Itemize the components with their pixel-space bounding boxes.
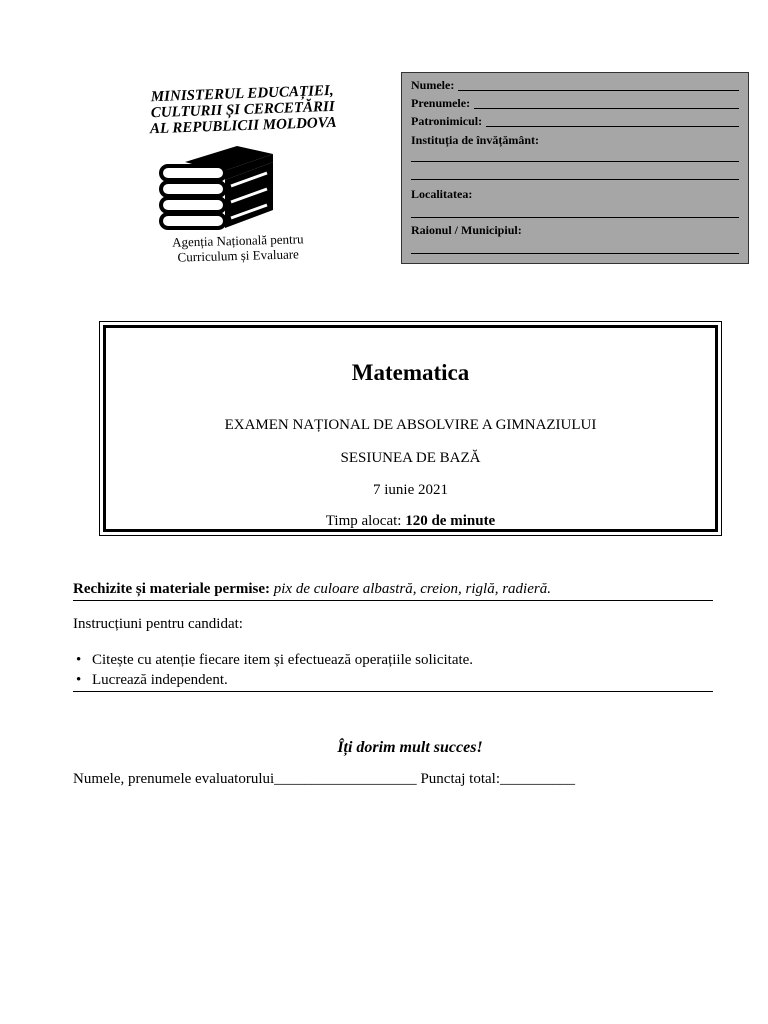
firstname-field[interactable] — [411, 96, 739, 111]
list-item — [73, 650, 713, 670]
exam-title-inner — [103, 325, 718, 532]
exam-date: 7 iunie 2021 — [373, 482, 448, 498]
locality-line[interactable] — [411, 217, 739, 218]
exam-time-label: Timp alocat: — [325, 513, 402, 529]
firstname-label: Prenumele: — [411, 96, 471, 110]
exam-title-box — [99, 321, 722, 536]
exam-time — [106, 513, 715, 530]
list-item — [73, 670, 713, 690]
institution-line-1[interactable] — [411, 161, 739, 162]
name-label: Numele: — [411, 78, 455, 92]
stacked-books-logo-icon — [155, 140, 285, 232]
candidate-info-box — [401, 72, 749, 264]
district-field — [411, 223, 739, 238]
instructions-title: Instrucțiuni pentru candidat: — [73, 616, 243, 632]
evaluator-line — [73, 771, 713, 788]
success-wish: Îți dorim mult succes! — [337, 739, 483, 756]
name-line[interactable] — [458, 89, 739, 91]
district-label: Raionul / Municipiul: — [411, 223, 522, 237]
exam-title: EXAMEN NAȚIONAL DE ABSOLVIRE A GIMNAZIULUI — [224, 417, 597, 433]
institution-line-2[interactable] — [411, 179, 739, 180]
instructions-list — [73, 650, 713, 692]
firstname-line[interactable] — [474, 107, 739, 109]
ministry-line-3: AL REPUBLICII MOLDOVA — [149, 114, 337, 138]
bullet-icon: • — [76, 652, 82, 668]
ministry-line-2: CULTURII ȘI CERCETĂRII — [150, 98, 335, 122]
instruction-text: Lucrează independent. — [92, 672, 228, 688]
exam-time-value: 120 de minute — [405, 513, 496, 529]
patronymic-label: Patronimicul: — [411, 114, 483, 128]
score-label: Punctaj total:__________ — [420, 771, 576, 787]
agency-line-1: Agenția Națională pentru — [171, 231, 304, 250]
evaluator-label: Numele, prenumele evaluatorului___________________ — [73, 771, 417, 787]
ministry-name — [128, 82, 358, 138]
permitted-materials — [73, 581, 713, 601]
locality-label: Localitatea: — [411, 187, 473, 201]
bullet-icon: • — [76, 672, 82, 688]
ministry-line-1: MINISTERUL EDUCAȚIEI, — [150, 82, 334, 106]
exam-session: SESIUNEA DE BAZĂ — [340, 450, 481, 466]
agency-line-2: Curriculum și Evaluare — [177, 246, 300, 265]
instruction-text: Citește cu atenție fiecare item și efectuează operațiile solicitate. — [92, 652, 474, 668]
institution-label: Instituția de învățământ: — [411, 133, 540, 147]
materials-label: Rechizite și materiale permise: — [73, 581, 270, 597]
institution-field — [411, 133, 739, 148]
exam-subject: Matematica — [351, 360, 470, 385]
locality-field — [411, 187, 739, 202]
patronymic-field[interactable] — [411, 114, 739, 129]
materials-value: pix de culoare albastră, creion, riglă, radieră. — [273, 581, 551, 597]
district-line[interactable] — [411, 253, 739, 254]
name-field[interactable] — [411, 78, 739, 93]
patronymic-line[interactable] — [486, 125, 739, 127]
agency-name — [148, 231, 329, 266]
